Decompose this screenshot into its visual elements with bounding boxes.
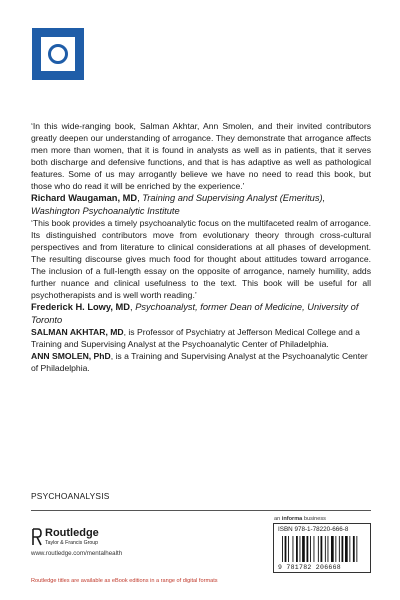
review-attribution-1: Richard Waugaman, MD, Training and Supervising Analyst (Emeritus), Washington Psychoanalytic Institute — [31, 193, 326, 216]
author-name-1: SALMAN AKHTAR, MD — [31, 327, 124, 337]
reviewer-name-2: Frederick H. Lowy, MD — [31, 302, 131, 312]
reviewer-name-1: Richard Waugaman, MD — [31, 193, 138, 203]
barcode-digits: 9 781782 206668 — [278, 564, 342, 571]
publisher-name: Routledge — [45, 527, 99, 539]
reviewer-role-1: Training and Supervising Analyst (Emeritus), Washington Psychoanalytic Institute — [31, 193, 326, 216]
publisher-group: Taylor & Francis Group — [45, 540, 99, 546]
review-quote-1: ‘In this wide-ranging book, Salman Akhtar, Ann Smolen, and their invited contributors greatly deepen our understanding of arrogance. They demonstrate that arrogance affects men more than women, that it is found in analysts as well as in patients, that it serves both discharge and defensive functions, and that is has adaptive as well as pathological features. Some of us may arrogantly believe we have no need to read this book, but those who do read it will be enriched by the experience.’ — [31, 121, 371, 191]
author-bio-2 — [31, 350, 371, 374]
back-cover-text — [31, 120, 371, 374]
review-quote-2: ‘This book provides a timely psychoanalytic focus on the multifaceted realm of arrogance. Its distinguished contributors move from evolutionary theory through cross-cultural perspectives and from literature to clinical considerations at all phases of development. The resulting discourse gives much food for thought about attitudes toward arrogance. The inclusion of a full-length essay on the opposite of arrogance, namely humility, adds further nuance and clinical usefulness to the text. This book will be useful for all psychotherapists and is well worth reading.’ — [31, 218, 371, 300]
author-bio-text-2: , is a Training and Supervising Analyst at the Psychoanalytic Center of Philadelphia. — [31, 351, 368, 373]
isbn-label: ISBN 978-1-78220-666-8 — [278, 526, 349, 533]
author-bio-text-1: , is Professor of Psychiatry at Jefferson Medical College and a Training and Supervising Analyst at the Psychoanalytic Center of Philadelphia. — [31, 327, 360, 349]
cover-emblem — [32, 28, 84, 80]
publisher-logo — [31, 527, 211, 549]
reviewer-role-2: Psychoanalyst, former Dean of Medicine, University of Toronto — [31, 302, 359, 325]
barcode-bars — [282, 536, 364, 562]
review-attribution-2: Frederick H. Lowy, MD, Psychoanalyst, former Dean of Medicine, University of Toronto — [31, 302, 359, 325]
ebook-note: Routledge titles are available as eBook editions in a range of digital formats — [31, 578, 218, 584]
informa-business: an informa business — [274, 516, 326, 522]
circle-logo-icon — [48, 44, 68, 64]
subject-category: PSYCHOANALYSIS — [31, 491, 371, 511]
informa-brand: informa — [281, 516, 303, 522]
publisher-website[interactable]: www.routledge.com/mentalhealth — [31, 550, 123, 557]
author-name-2: ANN SMOLEN, PhD — [31, 351, 111, 361]
routledge-r-icon — [31, 527, 43, 547]
isbn-barcode — [273, 523, 371, 573]
author-bio-1 — [31, 326, 371, 350]
